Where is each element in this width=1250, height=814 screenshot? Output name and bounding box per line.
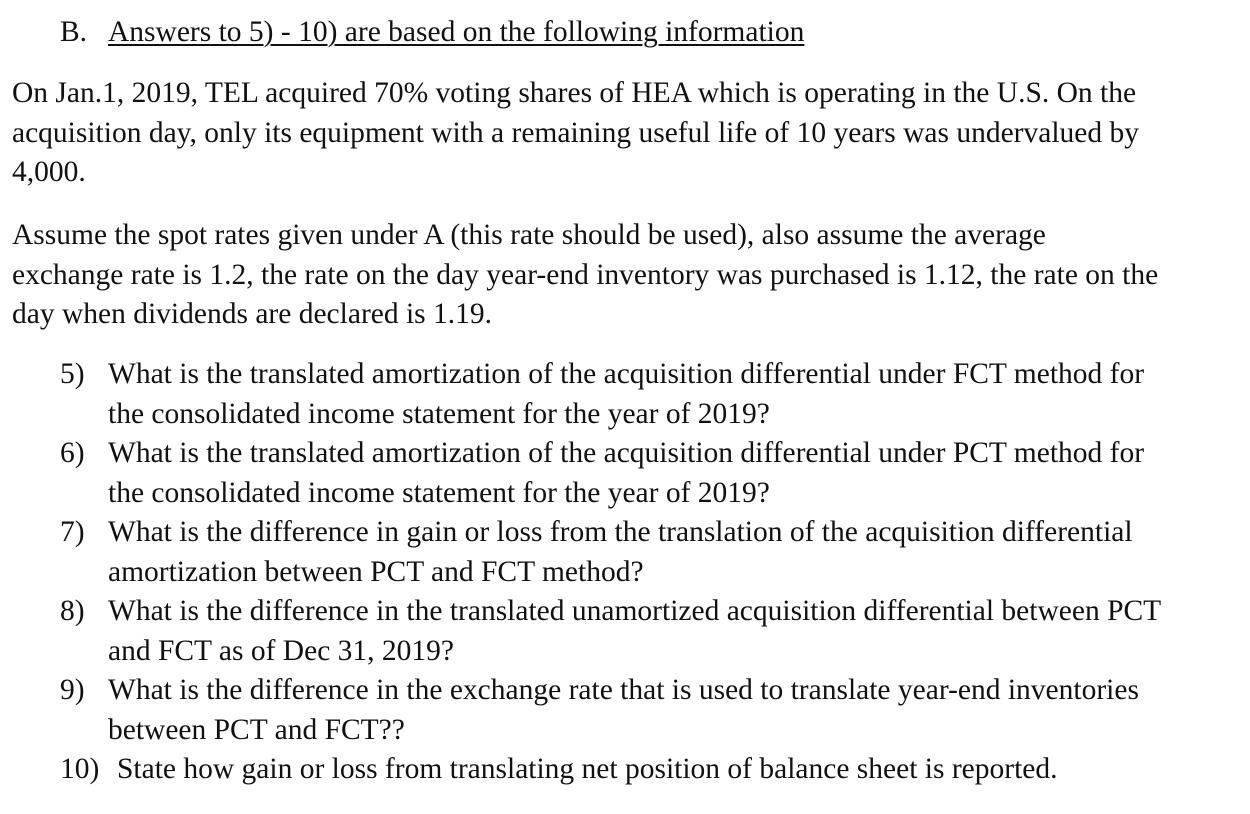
section-title: Answers to 5) - 10) are based on the following information [108,16,805,48]
question-number: 8) [60,595,85,627]
question-text: the consolidated income statement for the year of 2019? [108,397,770,430]
question-text: What is the translated amortization of the acquisition differential under FCT method for [108,358,1145,390]
paragraph-line: On Jan.1, 2019, TEL acquired 70% voting shares of HEA which is operating in the U.S. On the [12,77,1137,109]
section-letter: B. [60,16,88,48]
question-number: 7) [60,516,85,548]
paragraph-line: 4,000. [12,156,86,188]
question-text: between PCT and FCT?? [108,713,405,746]
question-text: What is the difference in the exchange rate that is used to translate year-end inventories [108,674,1139,706]
paragraph-acquisition [12,74,1139,193]
question-list [60,355,1250,790]
question-text: What is the translated amortization of the acquisition differential under PCT method for [108,437,1145,469]
question-text: and FCT as of Dec 31, 2019? [108,634,455,667]
question-number: 10) [60,753,100,785]
question-10 [60,750,1250,790]
paragraph-rates [12,216,1158,335]
paragraph-line: day when dividends are declared is 1.19. [12,298,493,330]
paragraph-line: Assume the spot rates given under A (this rate should be used), also assume the average [12,219,1046,251]
question-8 [60,592,1250,671]
question-text: What is the difference in gain or loss from the translation of the acquisition differential [108,516,1133,548]
question-text: State how gain or loss from translating net position of balance sheet is reported. [117,753,1058,785]
paragraph-line: acquisition day, only its equipment with a remaining useful life of 10 years was undervalued by [12,116,1140,149]
question-9 [60,671,1250,750]
question-text: amortization between PCT and FCT method? [108,555,644,588]
question-text: the consolidated income statement for the year of 2019? [108,476,770,509]
section-heading [60,12,804,52]
paragraph-line: exchange rate is 1.2, the rate on the day year-end inventory was purchased is 1.12, the rate on the [12,258,1159,291]
question-5 [60,355,1250,434]
question-6 [60,434,1250,513]
question-number: 6) [60,437,85,469]
question-7 [60,513,1250,592]
question-text: What is the difference in the translated unamortized acquisition differential between PCT [108,595,1162,627]
question-number: 9) [60,674,85,706]
question-number: 5) [60,358,85,390]
